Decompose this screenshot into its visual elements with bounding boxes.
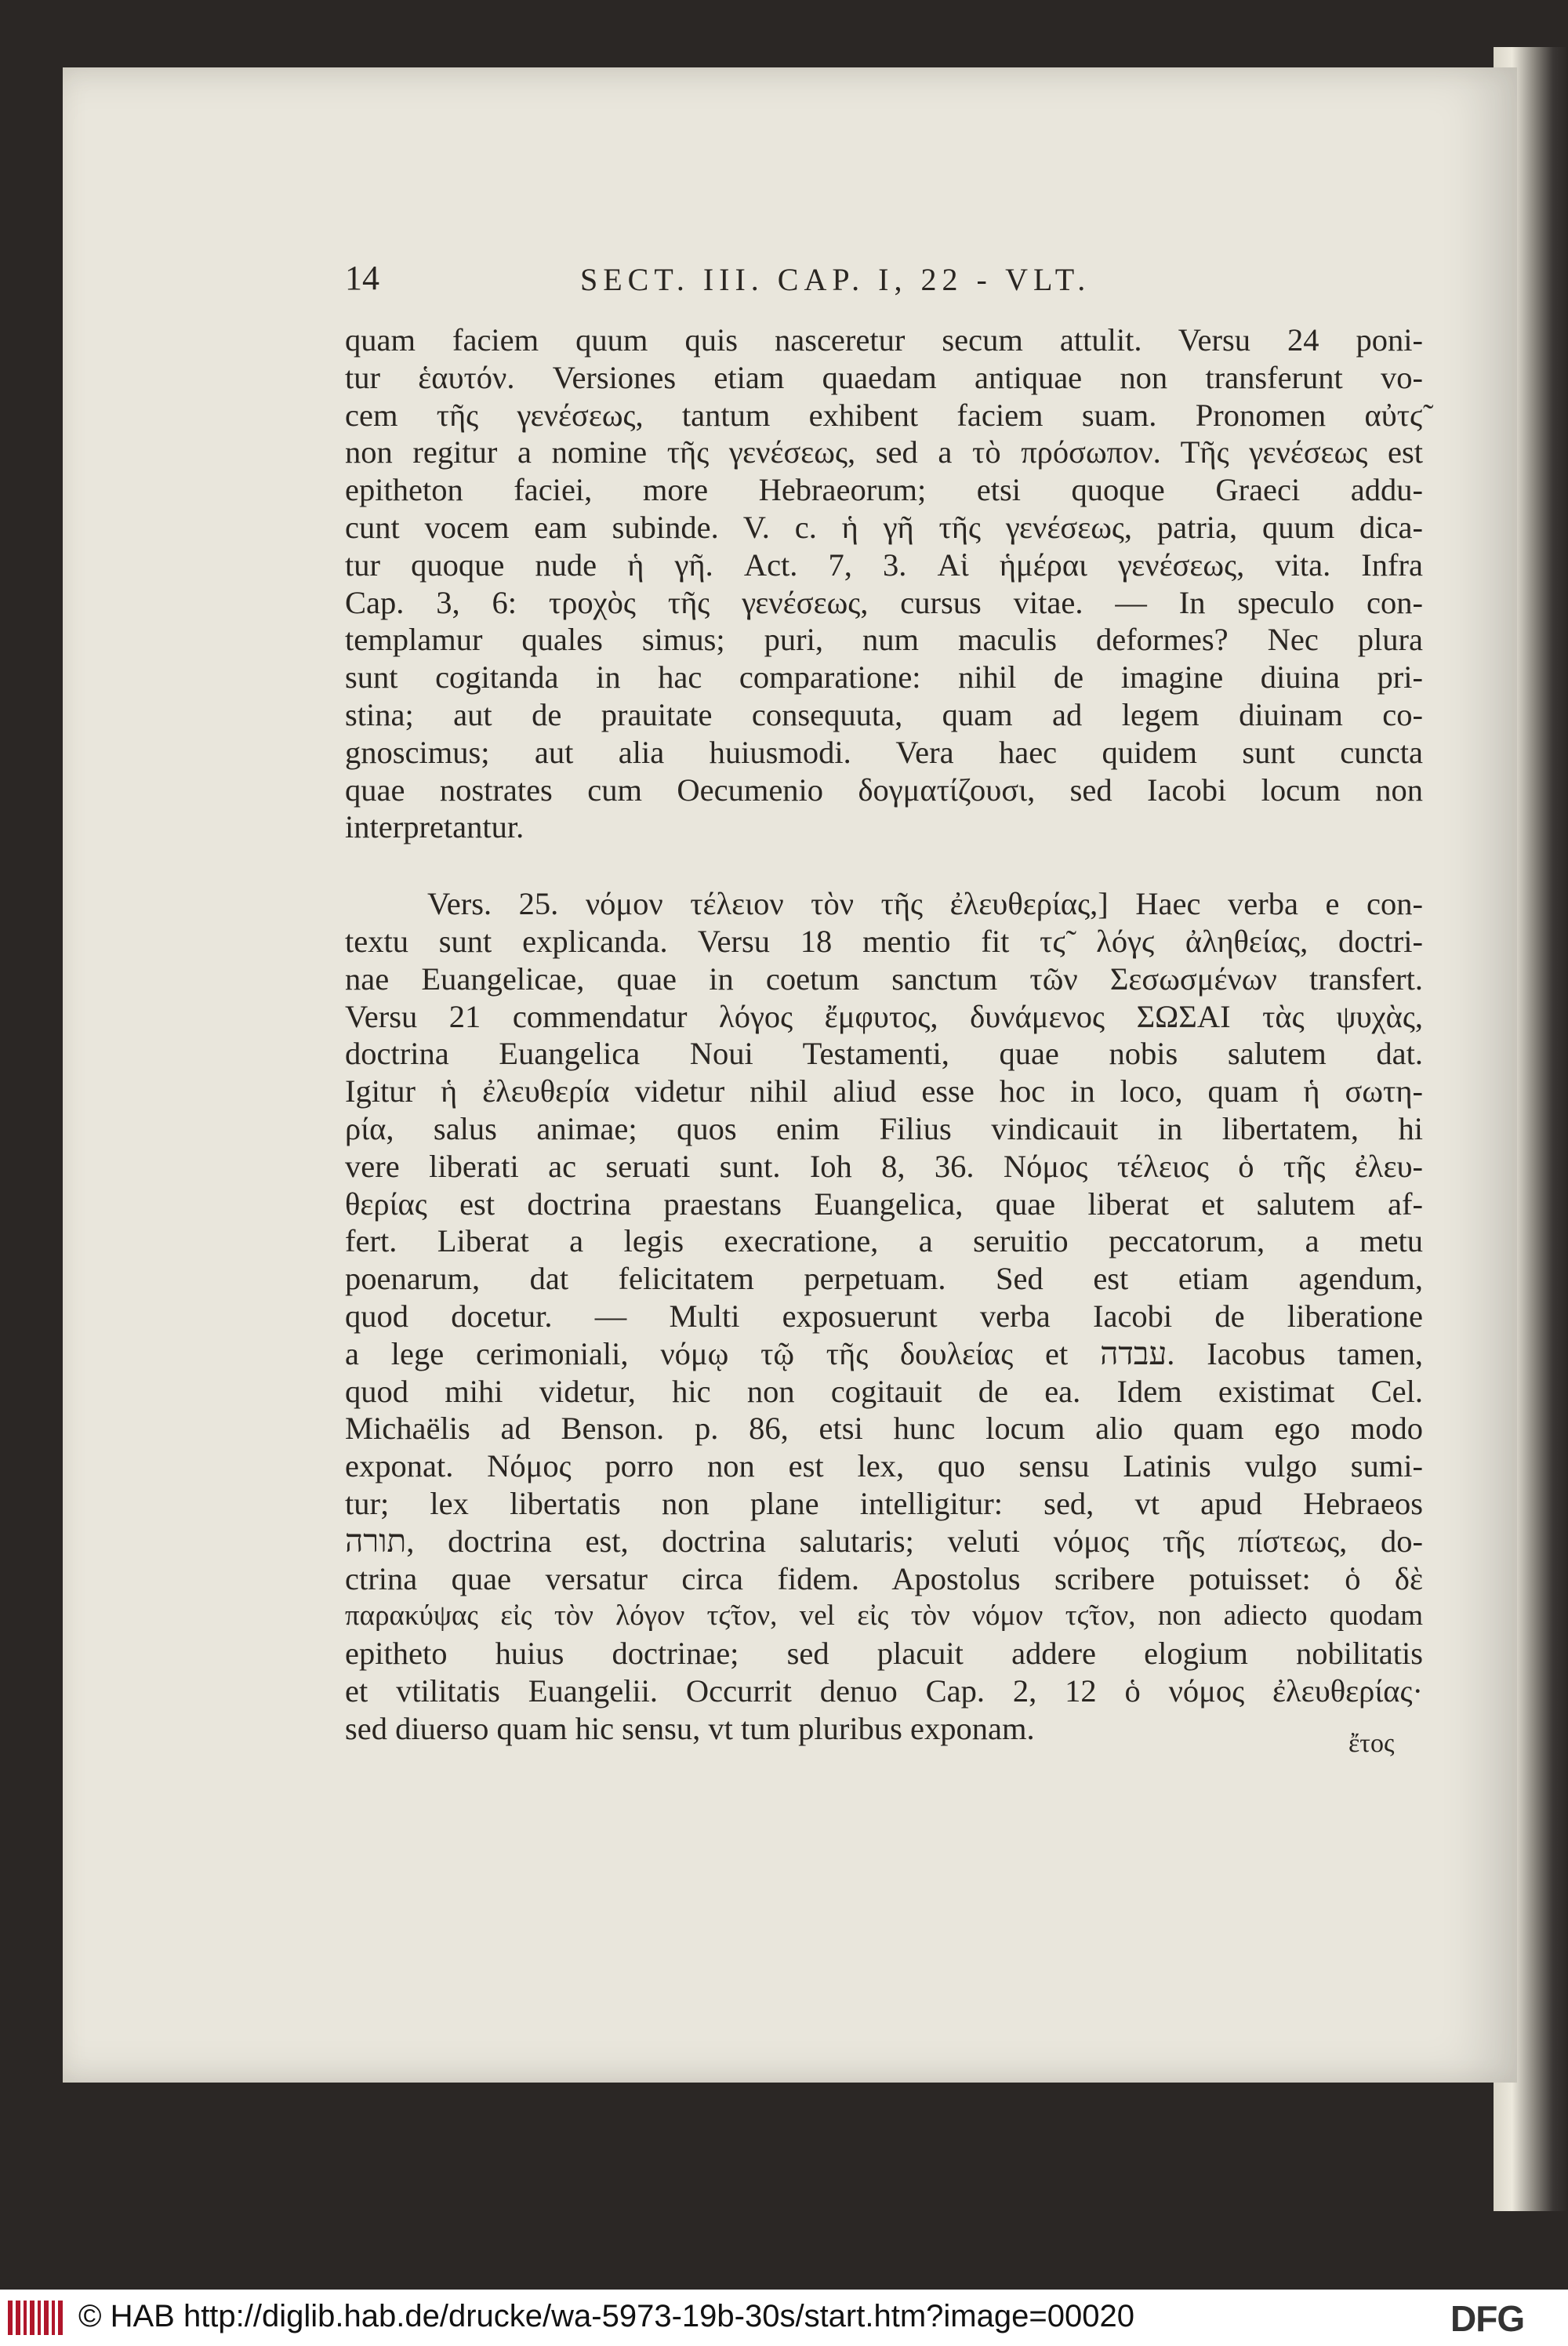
- text-line: poenarum, dat felicitatem perpetuam. Sed est etiam agendum,: [345, 1261, 1423, 1297]
- text-line: Michaëlis ad Benson. p. 86, etsi hunc locum alio quam ego modo: [345, 1411, 1423, 1447]
- text-line: θερίας est doctrina praestans Euangelica, quae liberat et salutem af-: [345, 1186, 1423, 1222]
- running-head: [345, 251, 1427, 298]
- text-line: cunt vocem eam subinde. V. c. ἡ γῆ τῆς γενέσεως, patria, quum dica-: [345, 509, 1423, 545]
- text-line: interpretantur.: [345, 809, 524, 845]
- text-line: sunt cogitanda in hac comparatione: nihil de imagine diuina pri-: [345, 659, 1423, 695]
- text-line: tur quoque nude ἡ γῆ. Act. 7, 3. Αἱ ἡμέραι γενέσεως, vita. Infra: [345, 547, 1423, 583]
- text-line: quod docetur. — Multi exposuerunt verba Iacobi de liberatione: [345, 1298, 1423, 1334]
- text-line: templamur quales simus; puri, num maculis deformes? Nec plura: [345, 622, 1423, 658]
- body-text: [345, 321, 1423, 1747]
- text-line: nae Euangelicae, quae in coetum sanctum τῶν Σεσωσμένων transfert.: [345, 961, 1423, 997]
- text-line: תורה, doctrina est, doctrina salutaris; veluti νόμος τῆς πίστεως, do-: [345, 1523, 1423, 1559]
- paragraph-gap: [345, 846, 1423, 885]
- text-line: epitheton faciei, more Hebraeorum; etsi quoque Graeci addu-: [345, 472, 1423, 508]
- text-line: tur ἑαυτόν. Versiones etiam quaedam antiquae non transferunt vo-: [345, 359, 1423, 395]
- text-line: vere liberati ac seruati sunt. Ioh 8, 36. Νόμος τέλειος ὁ τῆς ἐλευ-: [345, 1148, 1423, 1184]
- text-line: epitheto huius doctrinae; sed placuit addere elogium nobilitatis: [345, 1636, 1423, 1672]
- text-line: ρία, salus animae; quos enim Filius vindicauit in libertatem, hi: [345, 1110, 1423, 1146]
- text-line: sed diuerso quam hic sensu, vt tum pluribus exponam.: [345, 1710, 1035, 1746]
- hab-barcode-logo-icon: [8, 2301, 64, 2335]
- text-line: tur; lex libertatis non plane intelligitur: sed, vt apud Hebraeos: [345, 1485, 1423, 1521]
- text-line: et vtilitatis Euangelii. Occurrit denuo Cap. 2, 12 ὁ νόμος ἐλευθερίας·: [345, 1672, 1423, 1709]
- text-line: doctrina Euangelica Noui Testamenti, quae nobis salutem dat.: [345, 1036, 1423, 1072]
- text-line: a lege cerimoniali, νόμῳ τῷ τῆς δουλείας et עבדה. Iacobus tamen,: [345, 1335, 1424, 1371]
- paragraph-2: [345, 885, 1423, 1747]
- text-line: gnoscimus; aut alia huiusmodi. Vera haec quidem sunt cuncta: [345, 734, 1423, 770]
- page-number: 14: [345, 259, 379, 297]
- copyright-url[interactable]: © HAB http://diglib.hab.de/drucke/wa-5973-19b-30s/start.htm?image=00020: [78, 2299, 1134, 2333]
- text-line: quam faciem quum quis nasceretur secum attulit. Versu 24 poni-: [345, 322, 1423, 358]
- text-line: quae nostrates cum Oecumenio δογματίζουσι, sed Iacobi locum non: [345, 772, 1423, 808]
- text-line: quod mihi videtur, hic non cogitauit de ea. Idem existimat Cel.: [345, 1373, 1423, 1409]
- section-title: SECT. III. CAP. I, 22 - VLT.: [580, 262, 1091, 297]
- text-line: ctrina quae versatur circa fidem. Apostolus scribere potuisset: ὁ δὲ: [345, 1560, 1423, 1596]
- text-line: non regitur a nomine τῆς γενέσεως, sed a τὸ πρόσωπον. Τῆς γενέσεως est: [345, 434, 1423, 470]
- text-line: Versu 21 commendatur λόγος ἔμφυτος, δυνάμενος ΣΩΣΑΙ τὰς ψυχὰς,: [345, 998, 1423, 1034]
- text-line: fert. Liberat a legis execratione, a seruitio peccatorum, a metu: [345, 1223, 1423, 1259]
- text-line: Vers. 25. νόμον τέλειον τὸν τῆς ἐλευθερίας,] Haec verba e con-: [427, 886, 1423, 922]
- text-line: stina; aut de prauitate consequuta, quam ad legem diuinam co-: [345, 696, 1423, 732]
- footer-bar: [0, 2290, 1568, 2346]
- text-line: exponat. Νόμος porro non est lex, quo sensu Latinis vulgo sumi-: [345, 1448, 1423, 1484]
- text-line: textu sunt explicanda. Versu 18 mentio fit τϛ̃ λόγϛ ἀληθείας, doctri-: [345, 923, 1423, 959]
- paragraph-1: [345, 321, 1423, 846]
- catchword: ἔτος: [1348, 1729, 1395, 1758]
- text-line: Cap. 3, 6: τροχὸς τῆς γενέσεως, cursus vitae. — In speculo con-: [345, 584, 1423, 620]
- dfg-logo: DFG: [1450, 2298, 1525, 2339]
- text-line: Igitur ἡ ἐλευθερία videtur nihil aliud esse hoc in loco, quam ἡ σωτη-: [345, 1073, 1423, 1109]
- text-line: παρακύψας εἰς τὸν λόγον τϛ̃τον, vel εἰς τὸν νόμον τϛ̃τον, non adiecto quodam: [345, 1600, 1423, 1632]
- text-line: cem τῆς γενέσεως, tantum exhibent faciem suam. Pronomen αὐτϛ̃: [345, 397, 1423, 433]
